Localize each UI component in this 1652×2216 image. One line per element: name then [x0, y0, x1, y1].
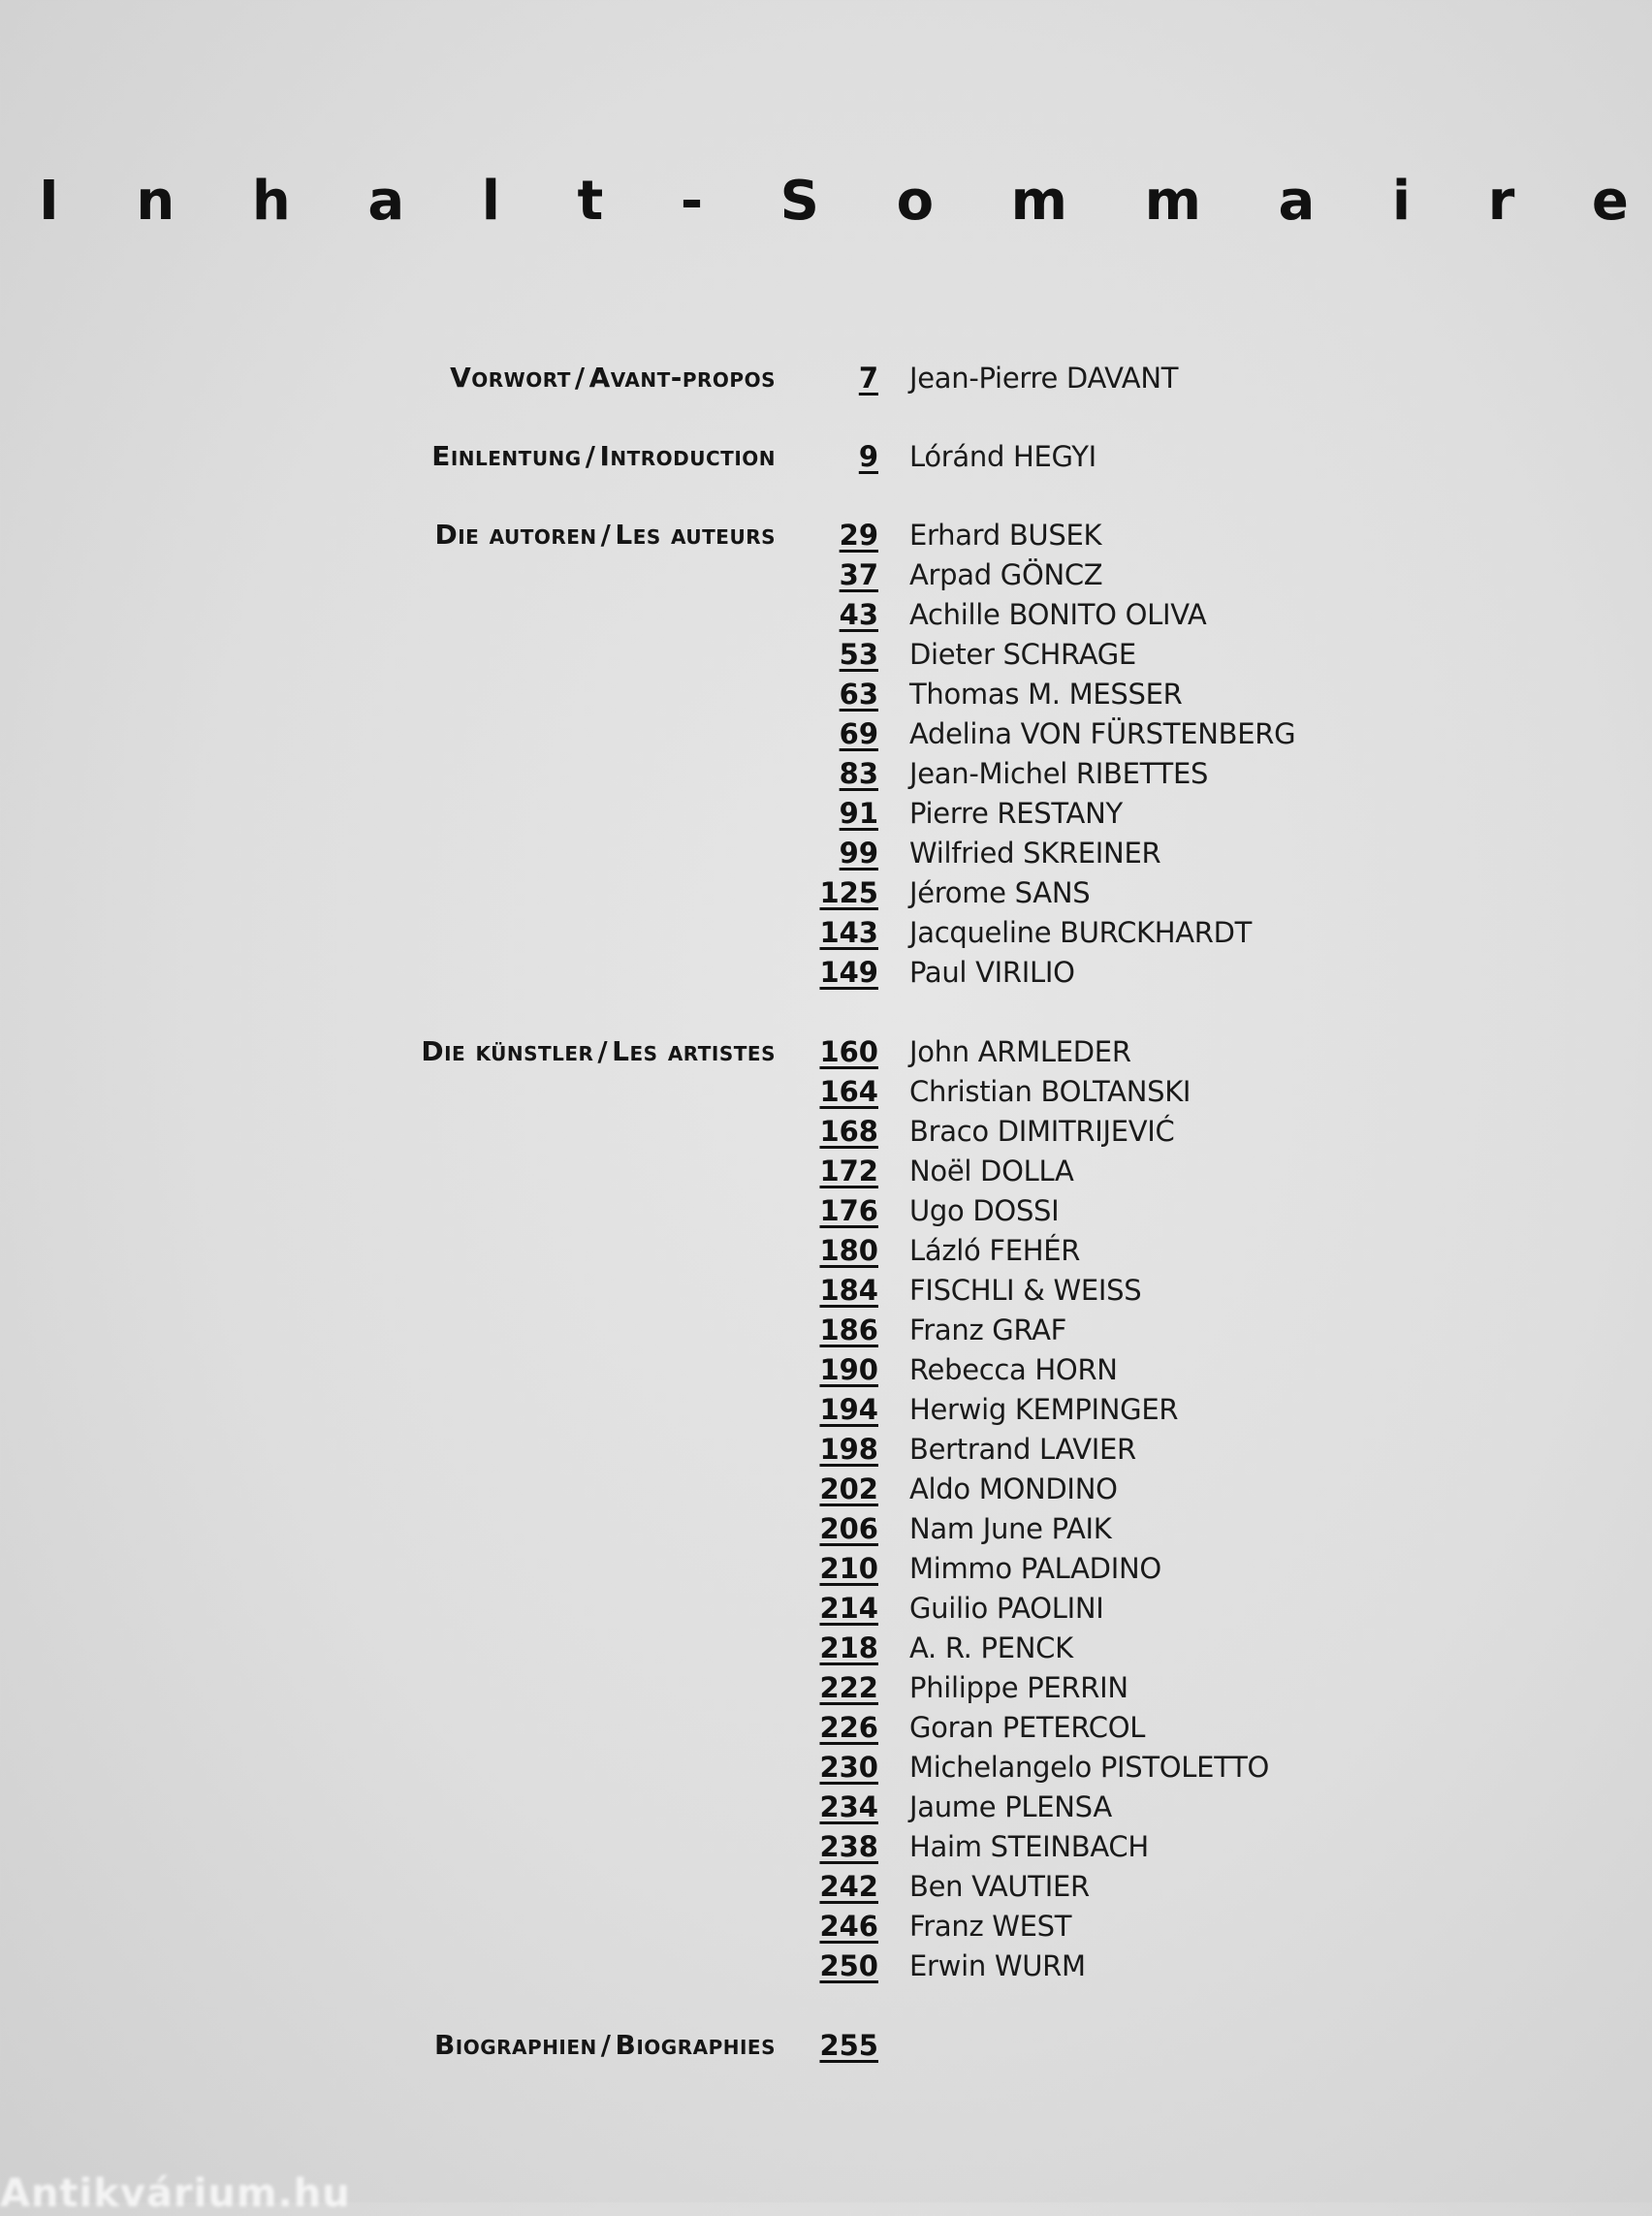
toc-entry	[0, 635, 1652, 675]
section-heading-german: Vorwort	[450, 362, 571, 394]
toc-section	[0, 437, 1652, 477]
toc-entry	[0, 1509, 1652, 1549]
entry-name: Braco DIMITRIJEVIĆ	[909, 1115, 1175, 1148]
entry-name: Achille BONITO OLIVA	[909, 598, 1207, 631]
toc-entry	[0, 1231, 1652, 1271]
toc-entry	[0, 1867, 1652, 1907]
entry-name: Franz GRAF	[909, 1314, 1067, 1346]
entry-name: Michelangelo PISTOLETTO	[909, 1751, 1270, 1784]
page-number: 9	[858, 440, 878, 473]
title-letter: i	[1391, 170, 1412, 233]
page-number: 143	[819, 916, 878, 949]
toc-entry	[0, 1271, 1652, 1311]
entry-name: Thomas M. MESSER	[909, 678, 1183, 711]
entry-name: Herwig KEMPINGER	[909, 1393, 1179, 1426]
entry-name: Adelina VON FÜRSTENBERG	[909, 717, 1296, 750]
page-number: 99	[839, 837, 878, 870]
page-number: 168	[819, 1115, 878, 1148]
section-heading-french: Avant-propos	[588, 362, 776, 394]
page-number: 246	[819, 1910, 878, 1943]
page-number: 214	[819, 1592, 878, 1625]
toc-entry	[0, 1827, 1652, 1867]
page-number: 29	[839, 519, 878, 552]
page-number: 125	[819, 876, 878, 909]
toc-section	[0, 359, 1652, 398]
entry-name: Haim STEINBACH	[909, 1830, 1149, 1863]
entry-name: Mimmo PALADINO	[909, 1552, 1161, 1585]
toc-entry	[0, 1072, 1652, 1112]
page-number: 238	[819, 1830, 878, 1863]
toc-entry	[0, 1112, 1652, 1152]
watermark: Antikvárium.hu	[0, 2171, 351, 2216]
entry-name: Dieter SCHRAGE	[909, 638, 1136, 671]
toc-entry	[0, 1549, 1652, 1589]
toc-entry	[0, 834, 1652, 873]
page-number: 226	[819, 1711, 878, 1744]
toc-entry	[0, 2026, 1652, 2066]
toc-entry	[0, 714, 1652, 754]
entry-name: Pierre RESTANY	[909, 797, 1123, 830]
entry-name: Ben VAUTIER	[909, 1870, 1090, 1903]
section-heading-german: Die autoren	[434, 519, 597, 551]
page-number: 184	[819, 1274, 878, 1307]
page-number: 190	[819, 1353, 878, 1386]
title-letter: e	[1591, 170, 1629, 233]
toc-entry	[0, 1470, 1652, 1509]
toc-entry	[0, 1788, 1652, 1827]
toc-entry	[0, 953, 1652, 993]
toc-entry	[0, 437, 1652, 477]
page-number: 37	[839, 558, 878, 591]
toc-entry	[0, 1191, 1652, 1231]
entry-name: Rebecca HORN	[909, 1353, 1118, 1386]
section-heading-french: Les auteurs	[615, 519, 776, 551]
entry-name: Philippe PERRIN	[909, 1671, 1128, 1704]
entry-name: Jaume PLENSA	[909, 1790, 1112, 1823]
section-heading-separator: /	[597, 1035, 609, 1067]
page-number: 43	[839, 598, 878, 631]
title-letter: S	[779, 170, 820, 233]
toc-entry	[0, 1748, 1652, 1788]
toc-entry	[0, 1311, 1652, 1350]
toc-section	[0, 2026, 1652, 2066]
page-number: 91	[839, 797, 878, 830]
toc-entry	[0, 555, 1652, 595]
toc-entry	[0, 794, 1652, 834]
toc-entry	[0, 913, 1652, 953]
page-number: 164	[819, 1075, 878, 1108]
section-heading-separator: /	[585, 440, 596, 472]
page-number: 198	[819, 1433, 878, 1466]
entry-name: John ARMLEDER	[909, 1035, 1131, 1068]
toc-entry	[0, 1907, 1652, 1947]
toc-entry	[0, 873, 1652, 913]
title-letter: a	[367, 170, 405, 233]
entry-name: FISCHLI & WEISS	[909, 1274, 1142, 1307]
toc-entry	[0, 359, 1652, 398]
entry-name: Noël DOLLA	[909, 1155, 1074, 1187]
entry-name: Jacqueline BURCKHARDT	[909, 916, 1253, 949]
page-title	[39, 170, 1629, 233]
title-letter: -	[680, 170, 704, 233]
entry-name: Aldo MONDINO	[909, 1472, 1118, 1505]
table-of-contents	[0, 359, 1652, 2066]
toc-entry	[0, 516, 1652, 555]
section-heading-french: Les artistes	[612, 1035, 776, 1067]
page-number: 218	[819, 1631, 878, 1664]
page-number: 69	[839, 717, 878, 750]
entry-name: Jean-Michel RIBETTES	[909, 757, 1209, 790]
entry-name: Christian BOLTANSKI	[909, 1075, 1191, 1108]
entry-name: Nam June PAIK	[909, 1512, 1112, 1545]
page-number: 194	[819, 1393, 878, 1426]
toc-section	[0, 516, 1652, 993]
title-letter: m	[1144, 170, 1201, 233]
entry-name: Franz WEST	[909, 1910, 1072, 1943]
section-heading-french: Introduction	[599, 440, 776, 472]
entry-name: Bertrand LAVIER	[909, 1433, 1136, 1466]
entry-name: Lóránd HEGYI	[909, 440, 1096, 473]
title-letter: I	[39, 170, 59, 233]
title-letter: o	[896, 170, 935, 233]
section-heading-separator: /	[600, 519, 612, 551]
entry-name: Jérome SANS	[909, 876, 1091, 909]
page-number: 149	[819, 956, 878, 989]
page-number: 230	[819, 1751, 878, 1784]
page-number: 206	[819, 1512, 878, 1545]
section-heading-german: Einlentung	[431, 440, 582, 472]
entry-name: Jean-Pierre DAVANT	[909, 362, 1179, 395]
toc-entry	[0, 754, 1652, 794]
entry-name: A. R. PENCK	[909, 1631, 1073, 1664]
entry-name: Paul VIRILIO	[909, 956, 1075, 989]
title-letter: n	[136, 170, 175, 233]
title-letter: t	[577, 170, 604, 233]
entry-name: Erhard BUSEK	[909, 519, 1102, 552]
toc-entry	[0, 1430, 1652, 1470]
section-heading-french: Biographies	[615, 2029, 776, 2061]
page-number: 210	[819, 1552, 878, 1585]
entry-name: Guilio PAOLINI	[909, 1592, 1104, 1625]
title-letter: m	[1010, 170, 1068, 233]
page-number: 180	[819, 1234, 878, 1267]
page-number: 160	[819, 1035, 878, 1068]
toc-entry	[0, 595, 1652, 635]
toc-entry	[0, 1152, 1652, 1191]
toc-entry	[0, 675, 1652, 714]
section-heading-german: Die künstler	[421, 1035, 594, 1067]
title-letter: r	[1487, 170, 1515, 233]
toc-entry	[0, 1350, 1652, 1390]
page-number: 255	[819, 2029, 878, 2062]
title-letter: l	[481, 170, 500, 233]
page-number: 7	[858, 362, 878, 395]
page-number: 250	[819, 1949, 878, 1982]
page-number: 242	[819, 1870, 878, 1903]
entry-name: Arpad GÖNCZ	[909, 558, 1103, 591]
section-heading-separator: /	[600, 2029, 612, 2061]
entry-name: Goran PETERCOL	[909, 1711, 1146, 1744]
entry-name: Lázló FEHÉR	[909, 1234, 1081, 1267]
section-heading-separator: /	[574, 362, 586, 394]
toc-entry	[0, 1589, 1652, 1629]
page-number: 176	[819, 1194, 878, 1227]
page-number: 222	[819, 1671, 878, 1704]
title-letter: a	[1278, 170, 1316, 233]
page-number: 63	[839, 678, 878, 711]
entry-name: Ugo DOSSI	[909, 1194, 1060, 1227]
entry-name: Erwin WURM	[909, 1949, 1086, 1982]
section-heading-german: Biographien	[433, 2029, 597, 2061]
toc-entry	[0, 1032, 1652, 1072]
page-number: 53	[839, 638, 878, 671]
title-letter: h	[251, 170, 291, 233]
page-number: 234	[819, 1790, 878, 1823]
toc-entry	[0, 1947, 1652, 1986]
toc-entry	[0, 1390, 1652, 1430]
page-number: 172	[819, 1155, 878, 1187]
toc-entry	[0, 1708, 1652, 1748]
entry-name: Wilfried SKREINER	[909, 837, 1161, 870]
toc-section	[0, 1032, 1652, 1986]
page-number: 186	[819, 1314, 878, 1346]
toc-entry	[0, 1668, 1652, 1708]
toc-entry	[0, 1629, 1652, 1668]
page-number: 202	[819, 1472, 878, 1505]
page-number: 83	[839, 757, 878, 790]
